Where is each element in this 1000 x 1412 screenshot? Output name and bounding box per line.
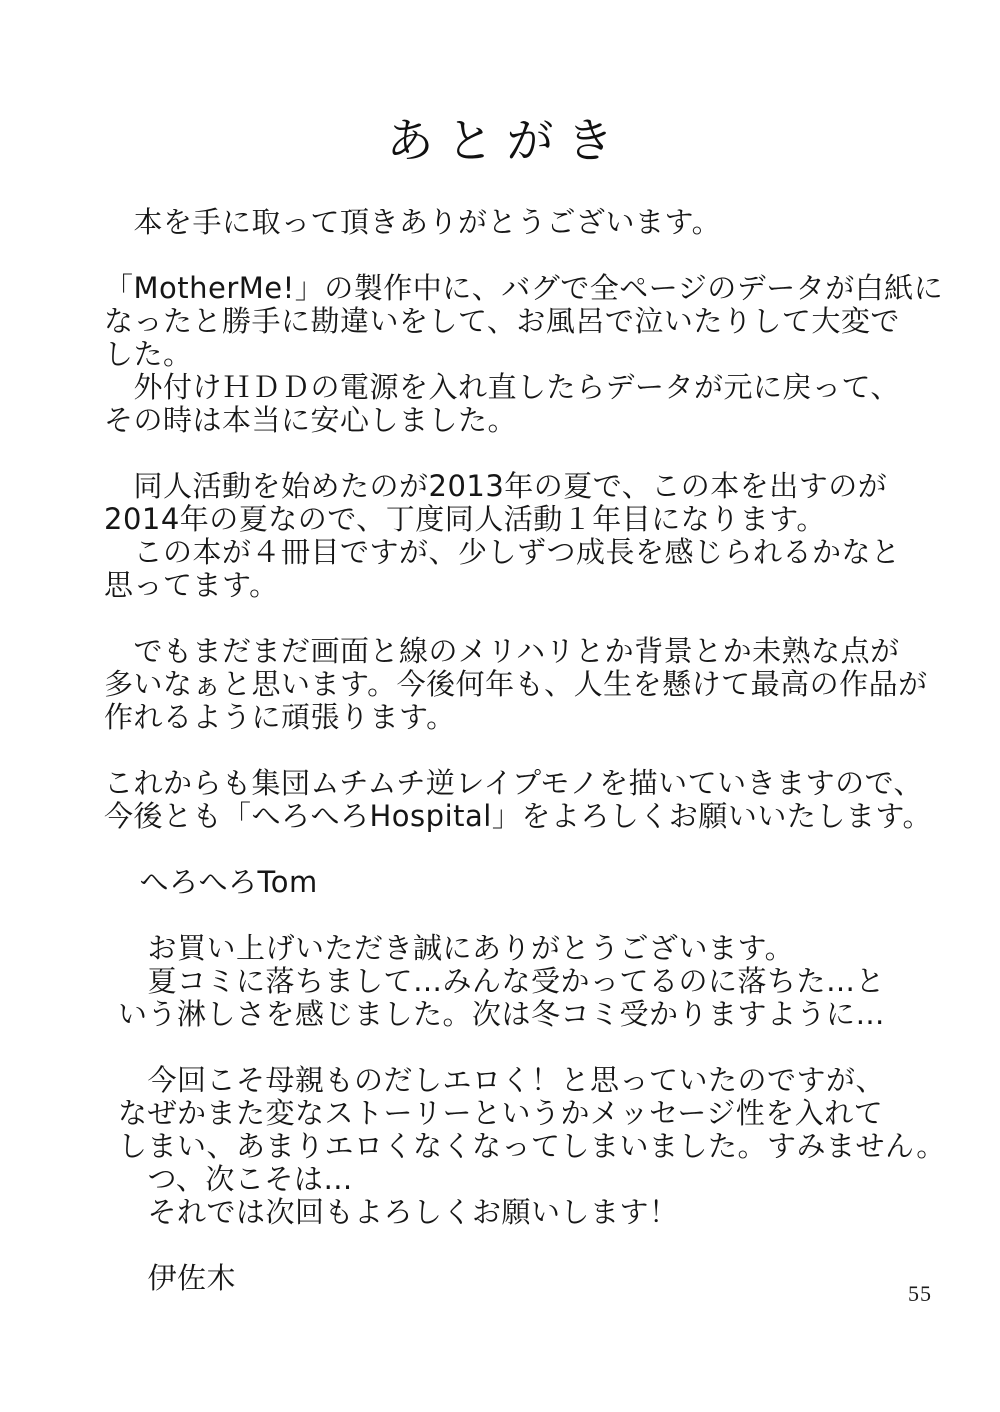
text-line: なぜかまた変なストーリーというかメッセージ性を入れて xyxy=(118,1096,884,1130)
text-line: つ、次こそは… xyxy=(118,1162,353,1196)
text-line: 「MotherMe!」の製作中に、バグで全ページのデータが白紙に xyxy=(104,271,944,305)
text-line: いう淋しさを感じました。次は冬コミ受かりますように… xyxy=(118,997,886,1031)
text-line: なったと勝手に勘違いをして、お風呂で泣いたりして大変で xyxy=(104,304,900,338)
blank-line xyxy=(104,833,984,866)
text-line: 同人活動を始めたのが2013年の夏で、この本を出すのが xyxy=(104,469,888,503)
text-line: それでは次回もよろしくお願いします！ xyxy=(118,1195,679,1229)
blank-line xyxy=(104,1031,984,1064)
text-line: しまい、あまりエロくなくなってしまいました。すみません。 xyxy=(118,1129,946,1163)
text-line: その時は本当に安心しました。 xyxy=(104,403,518,437)
text-line: 作れるように頑張ります。 xyxy=(104,700,456,734)
text-line: 伊佐木 xyxy=(118,1261,237,1295)
text-line: これからも集団ムチムチ逆レイプモノを描いていきますので、 xyxy=(104,766,924,800)
blank-line xyxy=(104,437,984,470)
text-line: でもまだまだ画面と線のメリハリとか背景とか未熟な点が xyxy=(104,634,900,668)
text-line: 今回こそ母親ものだしエロく！と思っていたのですが、 xyxy=(118,1063,886,1097)
blank-line xyxy=(104,239,984,272)
text-line: 2014年の夏なので、丁度同人活動１年目になります。 xyxy=(104,502,826,536)
text-line: お買い上げいただき誠にありがとうございます。 xyxy=(118,931,795,965)
blank-line xyxy=(104,602,984,635)
afterword-body xyxy=(104,206,984,1295)
text-line: 本を手に取って頂きありがとうございます。 xyxy=(104,205,722,239)
text-line: 夏コミに落ちまして…みんな受かってるのに落ちた…と xyxy=(118,964,886,998)
text-line: へろへろTom xyxy=(110,865,318,899)
blank-line xyxy=(104,1229,984,1262)
text-line: 多いなぁと思います。今後何年も、人生を懸けて最高の作品が xyxy=(104,667,928,701)
text-line: 思ってます。 xyxy=(104,568,279,602)
blank-line xyxy=(104,734,984,767)
text-line: した。 xyxy=(104,337,193,371)
page-title: あとがき xyxy=(386,114,627,169)
text-line: この本が４冊目ですが、少しずつ成長を感じられるかなと xyxy=(104,535,901,569)
blank-line xyxy=(104,899,984,932)
page-number: 55 xyxy=(908,1281,932,1306)
text-line: 今後とも「へろへろHospital」をよろしくお願いいたします。 xyxy=(104,799,933,833)
text-line: 外付けＨＤＤの電源を入れ直したらデータが元に戻って、 xyxy=(104,370,900,404)
